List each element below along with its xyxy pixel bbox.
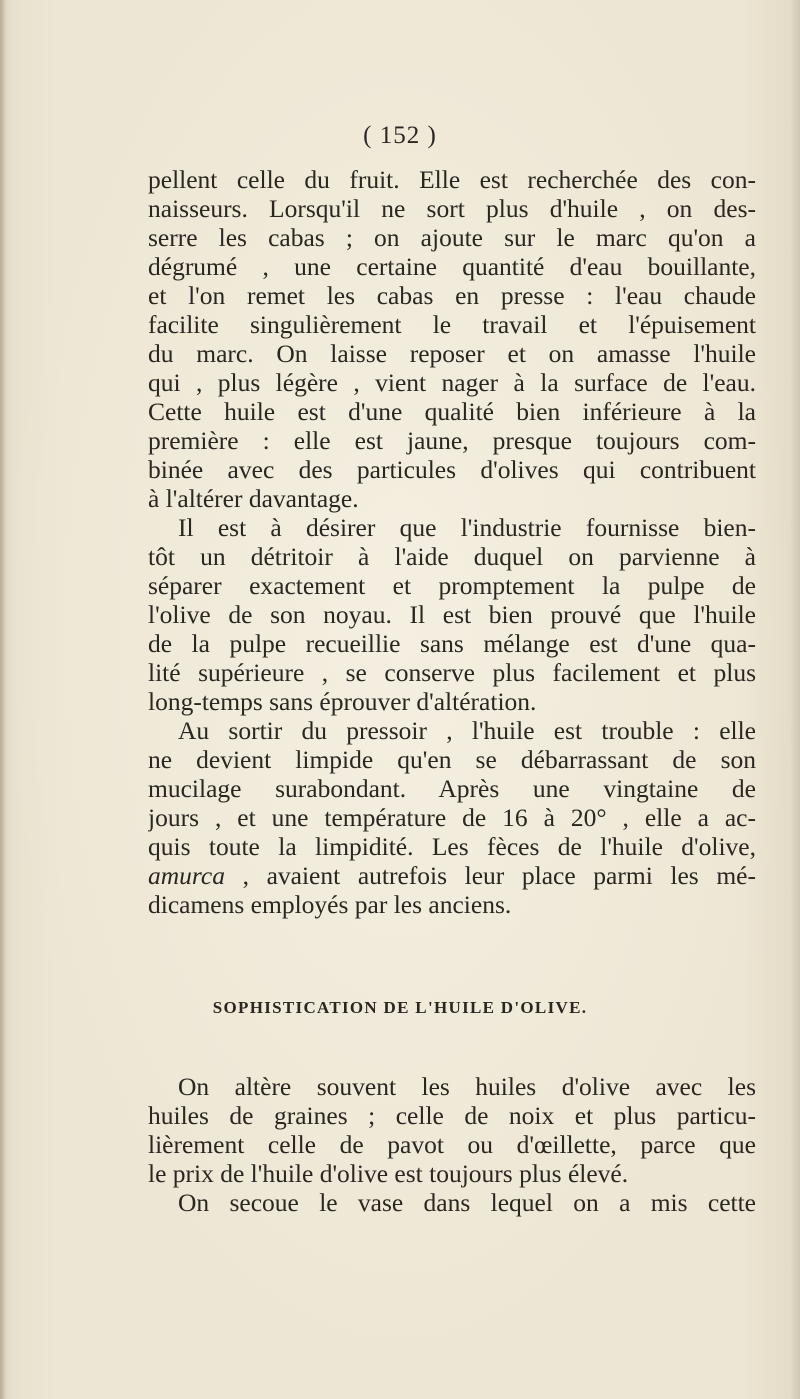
text-line: serre les cabas ; on ajoute sur le marc qu'on a: [148, 223, 756, 252]
text-line: mucilage surabondant. Après une vingtaine de: [148, 774, 756, 803]
italic-term: amurca: [148, 861, 225, 890]
text-block-lower: [148, 1072, 756, 1217]
text-line: qui , plus légère , vient nager à la surface de l'eau.: [148, 368, 756, 397]
text-line: le prix de l'huile d'olive est toujours plus élevé.: [148, 1159, 629, 1188]
text-line: [148, 861, 756, 890]
text-line: lité supérieure , se conserve plus facilement et plus: [148, 658, 756, 687]
text-line: Cette huile est d'une qualité bien inférieure à la: [148, 397, 756, 426]
page-binding-edge: [0, 0, 6, 1399]
text-line: pellent celle du fruit. Elle est recherchée des con-: [148, 165, 756, 194]
text-line: binée avec des particules d'olives qui contribuent: [148, 455, 756, 484]
text-line: du marc. On laisse reposer et on amasse l'huile: [148, 339, 756, 368]
text-line: jours , et une température de 16 à 20° , elle a ac-: [148, 803, 756, 832]
text-line: On secoue le vase dans lequel on a mis cette: [178, 1188, 756, 1217]
text-line: dicamens employés par les anciens.: [148, 890, 512, 919]
text-fragment: , avaient autrefois leur place parmi les mé-: [224, 861, 756, 890]
text-line: à l'altérer davantage.: [148, 484, 359, 513]
text-line: tôt un détritoir à l'aide duquel on parvienne à: [148, 542, 756, 571]
section-heading: SOPHISTICATION DE L'HUILE D'OLIVE.: [212, 998, 588, 1017]
text-line: facilite singulièrement le travail et l'épuisement: [148, 310, 756, 339]
text-line: séparer exactement et promptement la pulpe de: [148, 571, 756, 600]
text-line: quis toute la limpidité. Les fèces de l'huile d'olive,: [148, 832, 756, 861]
text-line: de la pulpe recueillie sans mélange est d'une qua-: [148, 629, 756, 658]
text-line: Il est à désirer que l'industrie fournisse bien-: [178, 513, 756, 542]
text-line: l'olive de son noyau. Il est bien prouvé que l'huile: [148, 600, 756, 629]
text-line: naisseurs. Lorsqu'il ne sort plus d'huile , on des-: [148, 194, 756, 223]
text-line: huiles de graines ; celle de noix et plus particu-: [148, 1101, 756, 1130]
text-line: première : elle est jaune, presque toujours com-: [148, 426, 756, 455]
text-line: On altère souvent les huiles d'olive avec les: [178, 1072, 756, 1101]
text-line: lièrement celle de pavot ou d'œillette, parce que: [148, 1130, 756, 1159]
text-line: Au sortir du pressoir , l'huile est trouble : elle: [178, 716, 756, 745]
text-line: et l'on remet les cabas en presse : l'eau chaude: [148, 281, 756, 310]
page-number: ( 152 ): [363, 122, 437, 149]
text-block-upper: [148, 165, 756, 919]
text-line: long-temps sans éprouver d'altération.: [148, 687, 537, 716]
text-line: dégrumé , une certaine quantité d'eau bouillante,: [148, 252, 756, 281]
text-line: ne devient limpide qu'en se débarrassant de son: [148, 745, 756, 774]
